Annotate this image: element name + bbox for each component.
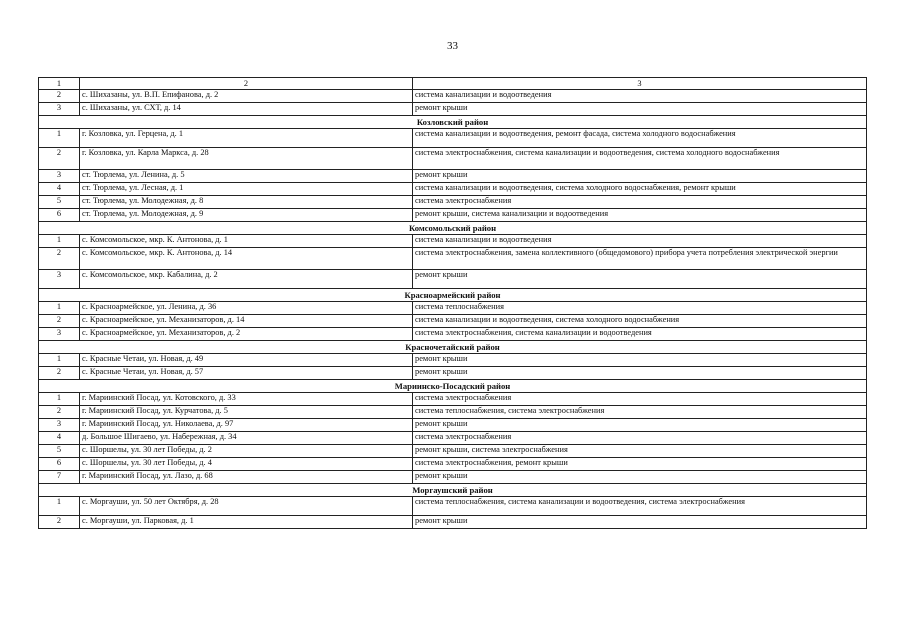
district-heading: Красночетайский район [39,341,867,354]
address-cell: ст. Тюрлема, ул. Ленина, д. 5 [80,170,413,183]
table-row [39,367,867,380]
address-cell: с. Комсомольское, мкр. К. Антонова, д. 14 [80,248,413,270]
address-cell: с. Красные Четаи, ул. Новая, д. 49 [80,354,413,367]
table-row [39,235,867,248]
works-cell: ремонт крыши [413,354,867,367]
table-row [39,516,867,529]
row-number-cell: 1 [39,393,80,406]
works-cell: система электроснабжения, ремонт крыши [413,458,867,471]
table-row [39,419,867,432]
works-cell: система канализации и водоотведения, ремонт фасада, система холодного водоснабжения [413,129,867,148]
address-cell: с. Шихазаны, ул. В.П. Епифанова, д. 2 [80,90,413,103]
row-number-cell: 2 [39,248,80,270]
row-number-cell: 6 [39,209,80,222]
works-cell: система канализации и водоотведения [413,90,867,103]
works-cell: ремонт крыши, система канализации и водоотведения [413,209,867,222]
works-cell: ремонт крыши [413,103,867,116]
district-heading-row [39,222,867,235]
address-cell: с. Комсомольское, мкр. К. Антонова, д. 1 [80,235,413,248]
table-row [39,103,867,116]
table-row [39,170,867,183]
table-row [39,302,867,315]
works-table-body [39,78,867,529]
district-heading-row [39,341,867,354]
row-number-cell: 2 [39,148,80,170]
table-header-row [39,78,867,90]
address-cell: с. Комсомольское, мкр. Кабалина, д. 2 [80,270,413,289]
row-number-cell: 3 [39,170,80,183]
page-number: 33 [447,40,458,52]
works-cell: ремонт крыши [413,471,867,484]
works-cell: система теплоснабжения, система электроснабжения [413,406,867,419]
row-number-cell: 6 [39,458,80,471]
address-cell: с. Красные Четаи, ул. Новая, д. 57 [80,367,413,380]
row-number-cell: 4 [39,183,80,196]
row-number-cell: 5 [39,445,80,458]
table-row [39,315,867,328]
row-number-cell: 2 [39,367,80,380]
row-number-cell: 1 [39,235,80,248]
works-cell: система канализации и водоотведения, система холодного водоснабжения [413,315,867,328]
works-cell: ремонт крыши [413,270,867,289]
row-number-cell: 5 [39,196,80,209]
header-cell-number: 1 [39,78,80,90]
address-cell: ст. Тюрлема, ул. Лесная, д. 1 [80,183,413,196]
row-number-cell: 3 [39,270,80,289]
address-cell: с. Красноармейское, ул. Ленина, д. 36 [80,302,413,315]
table-row [39,406,867,419]
works-cell: система электроснабжения [413,432,867,445]
district-heading: Козловский район [39,116,867,129]
row-number-cell: 1 [39,129,80,148]
table-row [39,432,867,445]
address-cell: с. Шоршелы, ул. 30 лет Победы, д. 4 [80,458,413,471]
row-number-cell: 1 [39,302,80,315]
table-row [39,183,867,196]
works-cell: система электроснабжения, замена коллективного (общедомового) прибора учета потребления электрической энергии [413,248,867,270]
table-row [39,471,867,484]
address-cell: д. Большое Шигаево, ул. Набережная, д. 34 [80,432,413,445]
address-cell: г. Мариинский Посад, ул. Котовского, д. 33 [80,393,413,406]
address-cell: ст. Тюрлема, ул. Молодежная, д. 8 [80,196,413,209]
address-cell: с. Шихазаны, ул. СХТ, д. 14 [80,103,413,116]
district-heading: Моргаушский район [39,484,867,497]
row-number-cell: 2 [39,315,80,328]
table-row [39,90,867,103]
address-cell: г. Мариинский Посад, ул. Курчатова, д. 5 [80,406,413,419]
works-cell: система электроснабжения [413,196,867,209]
row-number-cell: 3 [39,419,80,432]
works-cell: система электроснабжения, система канализации и водоотведения, система холодного водоснабжения [413,148,867,170]
table-row [39,497,867,516]
table-row [39,129,867,148]
row-number-cell: 1 [39,497,80,516]
address-cell: г. Козловка, ул. Карла Маркса, д. 28 [80,148,413,170]
district-heading-row [39,484,867,497]
works-cell: ремонт крыши [413,419,867,432]
row-number-cell: 1 [39,354,80,367]
address-cell: с. Шоршелы, ул. 30 лет Победы, д. 2 [80,445,413,458]
works-cell: система канализации и водоотведения [413,235,867,248]
address-cell: ст. Тюрлема, ул. Молодежная, д. 9 [80,209,413,222]
header-cell-works: 3 [413,78,867,90]
address-cell: г. Мариинский Посад, ул. Николаева, д. 97 [80,419,413,432]
address-cell: с. Красноармейское, ул. Механизаторов, д. 2 [80,328,413,341]
row-number-cell: 3 [39,328,80,341]
district-heading: Красноармейский район [39,289,867,302]
works-cell: система электроснабжения, система канализации и водоотведения [413,328,867,341]
table-row [39,354,867,367]
district-heading: Комсомольский район [39,222,867,235]
works-table [38,77,867,529]
address-cell: с. Моргауши, ул. 50 лет Октября, д. 28 [80,497,413,516]
district-heading-row [39,289,867,302]
table-row [39,328,867,341]
table-row [39,148,867,170]
row-number-cell: 2 [39,406,80,419]
row-number-cell: 3 [39,103,80,116]
table-row [39,248,867,270]
table-row [39,270,867,289]
district-heading-row [39,380,867,393]
works-cell: ремонт крыши [413,170,867,183]
header-cell-address: 2 [80,78,413,90]
works-cell: система электроснабжения [413,393,867,406]
works-cell: система теплоснабжения [413,302,867,315]
works-cell: система канализации и водоотведения, система холодного водоснабжения, ремонт крыши [413,183,867,196]
row-number-cell: 4 [39,432,80,445]
address-cell: г. Мариинский Посад, ул. Лазо, д. 68 [80,471,413,484]
row-number-cell: 2 [39,90,80,103]
address-cell: с. Моргауши, ул. Парковая, д. 1 [80,516,413,529]
table-row [39,209,867,222]
address-cell: г. Козловка, ул. Герцена, д. 1 [80,129,413,148]
works-cell: ремонт крыши [413,516,867,529]
table-row [39,445,867,458]
table-row [39,393,867,406]
row-number-cell: 2 [39,516,80,529]
district-heading-row [39,116,867,129]
table-row [39,196,867,209]
works-cell: ремонт крыши [413,367,867,380]
table-row [39,458,867,471]
works-cell: ремонт крыши, система электроснабжения [413,445,867,458]
row-number-cell: 7 [39,471,80,484]
district-heading: Мариинско-Посадский район [39,380,867,393]
address-cell: с. Красноармейское, ул. Механизаторов, д. 14 [80,315,413,328]
works-cell: система теплоснабжения, система канализации и водоотведения, система электроснабжения [413,497,867,516]
